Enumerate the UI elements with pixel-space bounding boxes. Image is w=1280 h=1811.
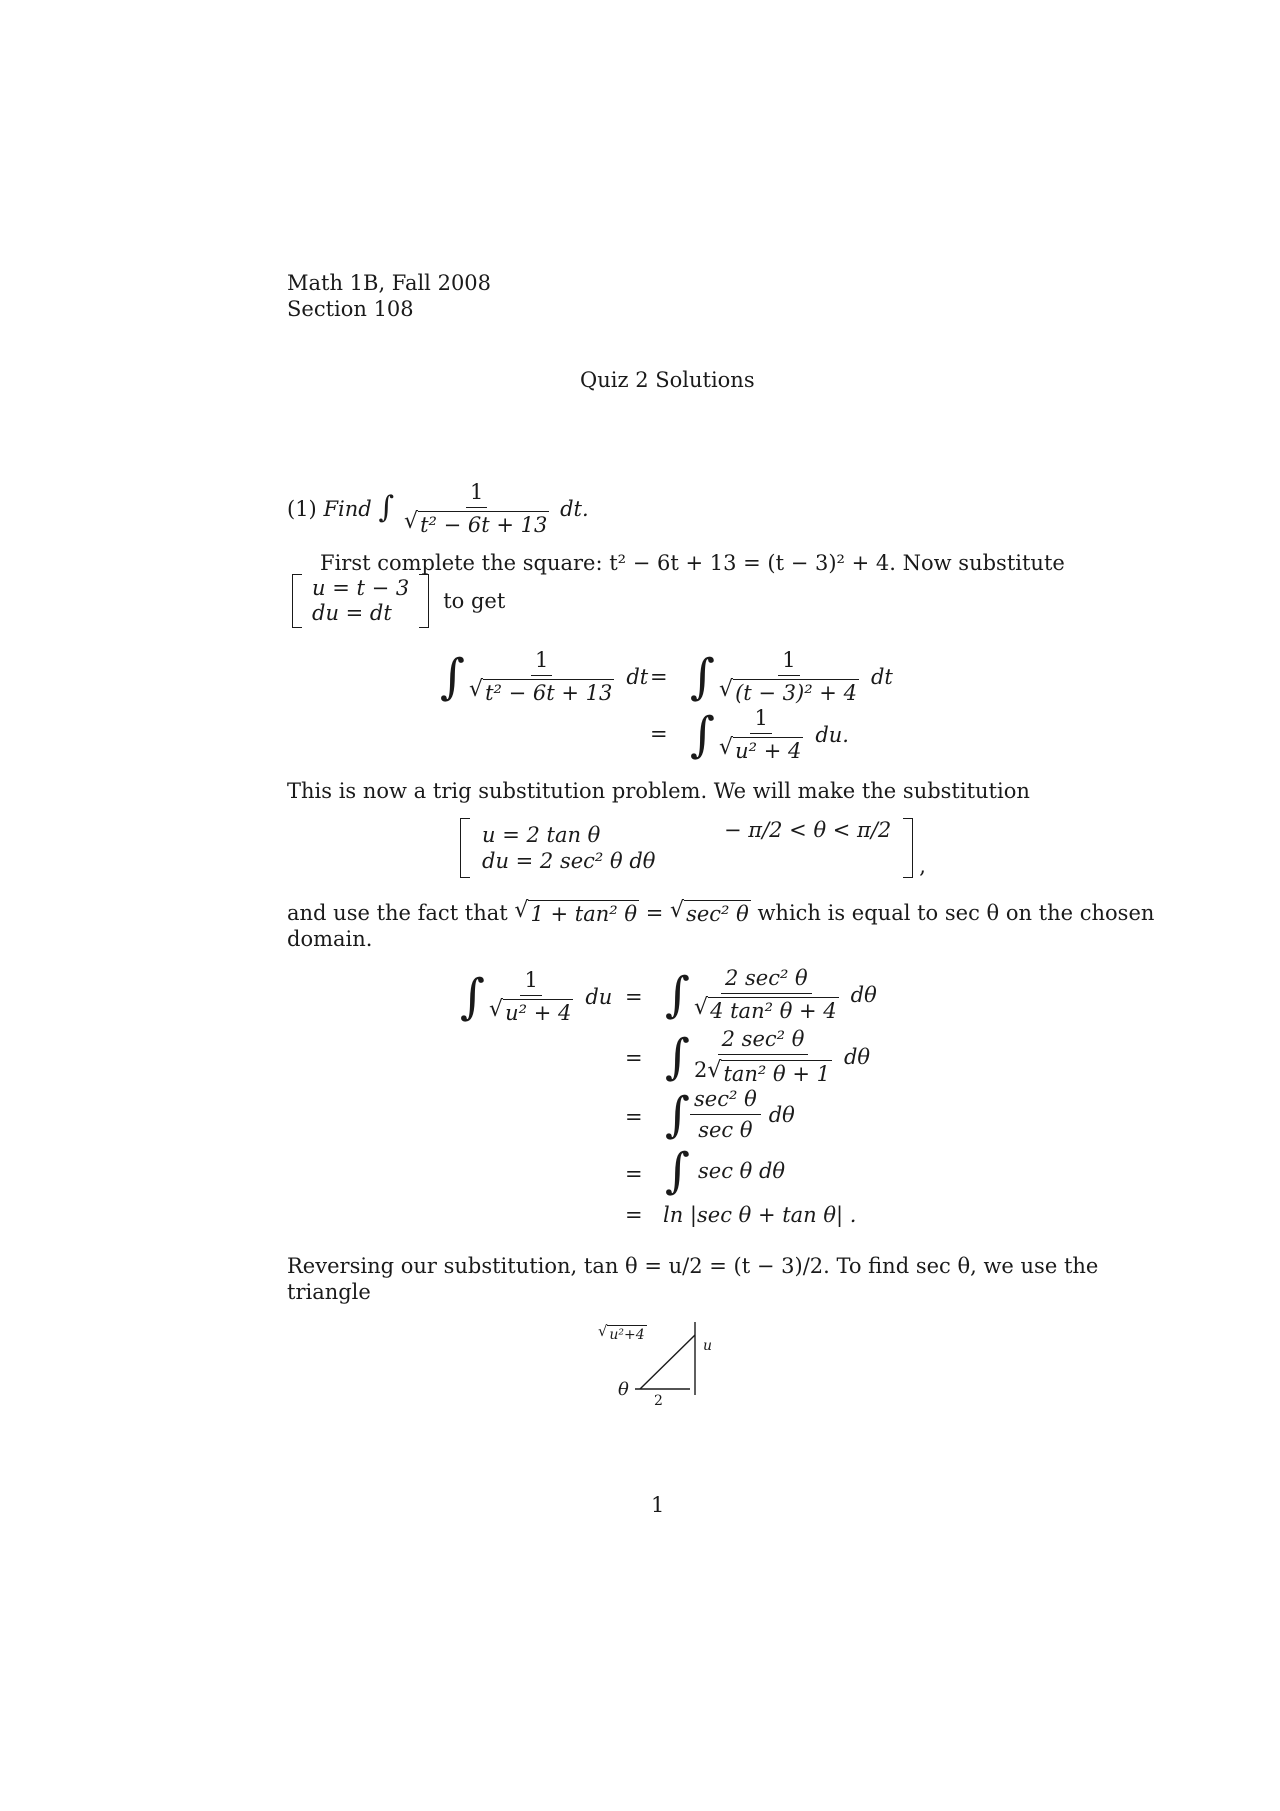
triangle-angle-label: θ [618, 1379, 629, 1400]
equation-2-eq-2: = [625, 1046, 643, 1070]
equation-2-rhs-2: ∫ 2 sec² θ 2 √ tan² θ + 1 dθ [665, 1027, 871, 1087]
problem-number: (1) [287, 496, 317, 521]
complete-square-text: First complete the square: t² − 6t + 13 = (t − 3)² + 4. Now substitute [320, 551, 1065, 575]
reverse-text-line1: Reversing our substitution, tan θ = u/2 = (t − 3)/2. To find sec θ, we use the [287, 1254, 1099, 1278]
problem-find: Find [323, 496, 372, 521]
problem-fraction: 1 √ t² − 6t + 13 [404, 480, 548, 538]
equation-1-rhs-2: ∫ 1 √ u² + 4 du. [690, 706, 849, 764]
equation-2-eq-3: = [625, 1105, 643, 1129]
equation-2-eq-1: = [625, 985, 643, 1009]
fact-text-line2: domain. [287, 927, 373, 951]
triangle-hyp-label: √ u²+4 [598, 1323, 645, 1343]
section-line: Section 108 [287, 297, 414, 321]
triangle-opp-label: u [703, 1338, 713, 1354]
triangle-adj-label: 2 [654, 1393, 663, 1409]
page-number: 1 [651, 1493, 665, 1517]
equation-2-eq-4: = [625, 1162, 643, 1186]
trig-text: This is now a trig substitution problem. We will make the substitution [287, 779, 1030, 803]
reverse-text-line2: triangle [287, 1280, 371, 1304]
integral-sign: ∫ [378, 490, 395, 526]
equation-2-eq-5: = [625, 1203, 643, 1227]
triangle-hypotenuse [640, 1335, 695, 1389]
fact-text: and use the fact that √ 1 + tan² θ = √ sec² θ which is equal to sec θ on the chosen [287, 898, 1155, 926]
equation-2-rhs-3: ∫ $\frac{\text{sec² θ}}{\text{sec θ}}$ dθ [665, 1086, 795, 1143]
substitution-matrix-1: u = t − 3 du = dt to get [292, 574, 505, 628]
equation-2-result: ln |sec θ + tan θ| . [663, 1203, 857, 1227]
equation-1-rhs-1: ∫ 1 √ (t − 3)² + 4 dt [690, 648, 893, 706]
equation-2-rhs-4: ∫ sec θ dθ [665, 1143, 786, 1199]
course-line: Math 1B, Fall 2008 [287, 271, 492, 295]
problem-dt: dt. [560, 496, 589, 521]
substitution-matrix-2: u = 2 tan θ du = 2 sec² θ dθ − π/2 < θ < π/2 , [460, 818, 926, 878]
page-title: Quiz 2 Solutions [580, 368, 755, 392]
equation-1-eq-1: = [650, 665, 668, 689]
equation-2-rhs-1: ∫ 2 sec² θ √ 4 tan² θ + 4 dθ [665, 966, 877, 1024]
equation-2-lhs: ∫ 1 √ u² + 4 du [460, 968, 613, 1026]
problem-statement [287, 480, 589, 537]
equation-1-lhs: ∫ 1 √ t² − 6t + 13 dt [440, 648, 649, 706]
equation-1-eq-2: = [650, 722, 668, 746]
